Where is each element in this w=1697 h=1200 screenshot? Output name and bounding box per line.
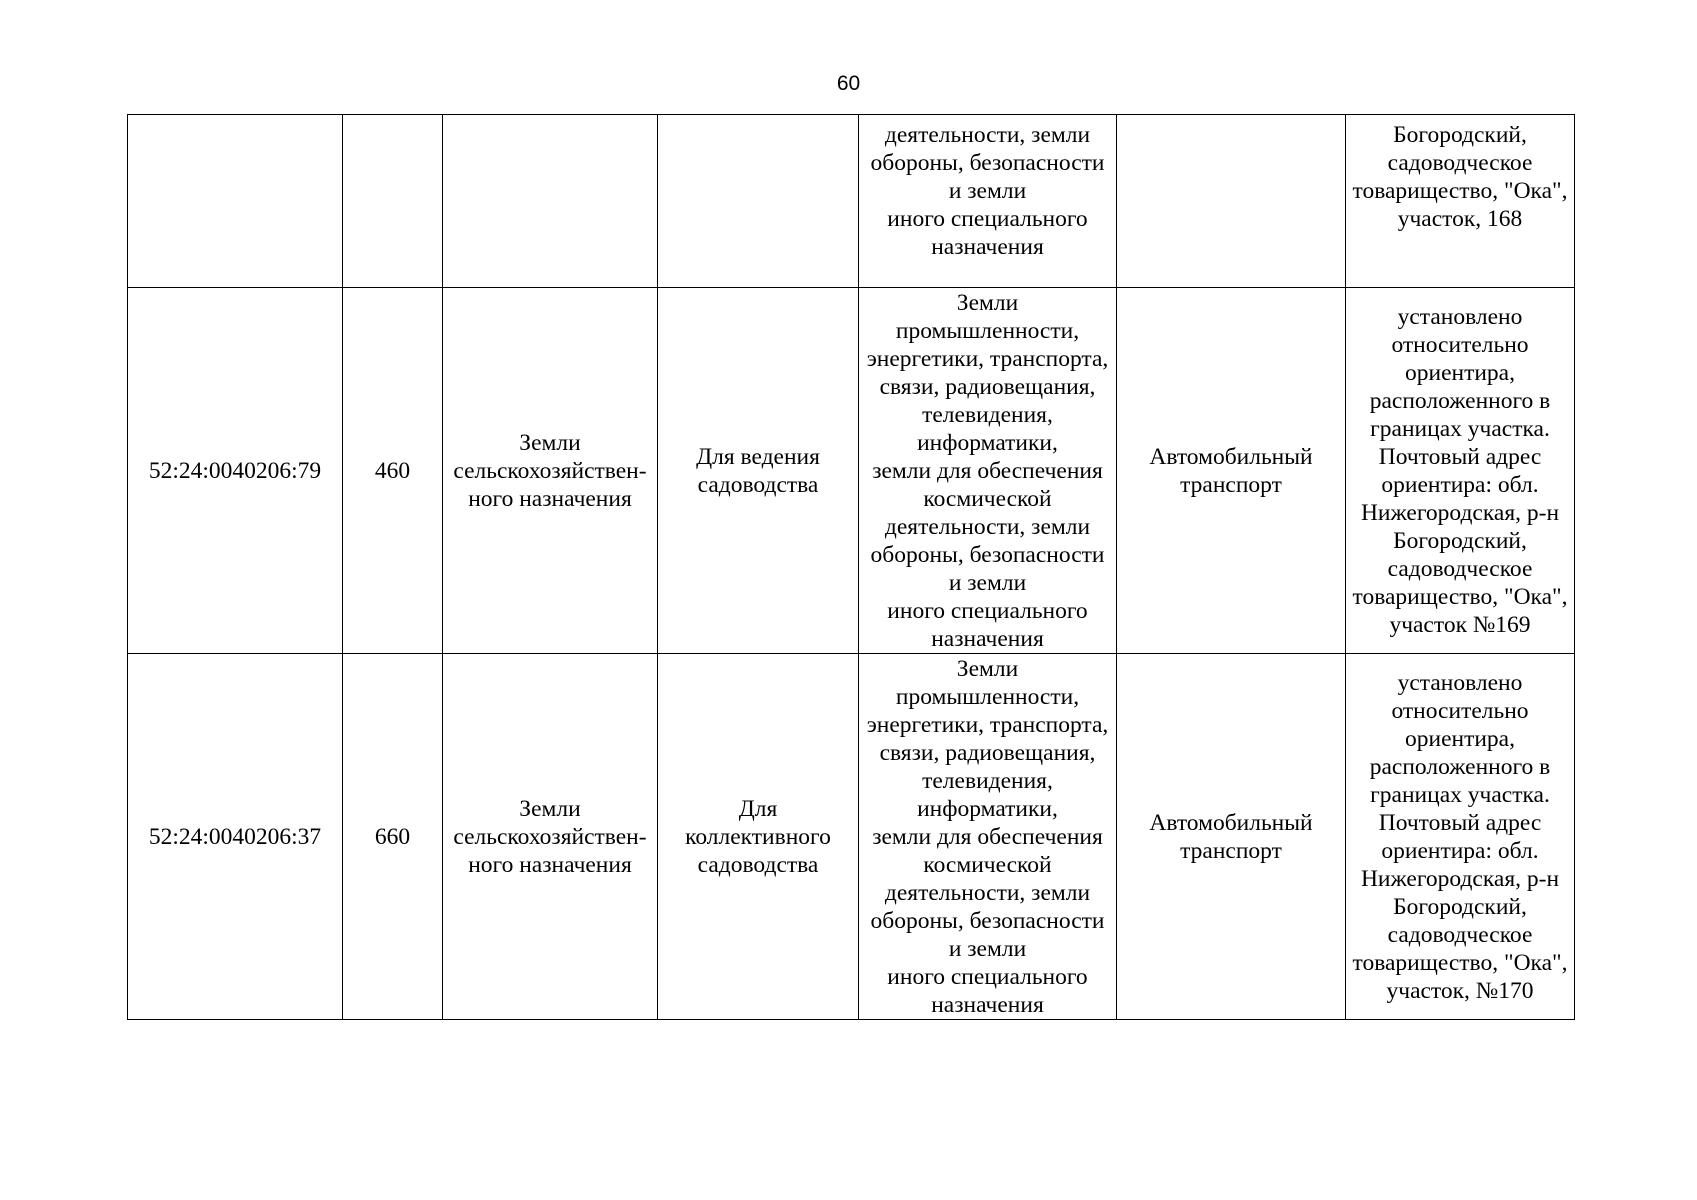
cell-text-line: расположенного в (1369, 753, 1551, 780)
cell-text-line: садоводческое (1387, 150, 1533, 176)
cell-text-line: установлено (1397, 669, 1523, 696)
cell-text-line: Земли (956, 655, 1019, 682)
transport-cell (1117, 654, 1346, 1020)
cell-text-line: участок, 168 (1397, 206, 1523, 232)
land-category-cell (443, 115, 658, 288)
cell-text-line: Почтовый адрес (1378, 443, 1542, 470)
cell-text-line: деятельности, земли (884, 122, 1091, 148)
cell-text-line: транспорт (1180, 471, 1282, 498)
cell-text-line: назначения (931, 991, 1044, 1018)
cell-text-line: установлено (1397, 303, 1523, 330)
cell-text-line: иного специального (887, 597, 1088, 624)
cell-text-line: информатики, (917, 795, 1058, 822)
table-row (128, 115, 1575, 288)
area-cell: 660 (343, 654, 443, 1020)
cell-text-line: ного назначения (468, 851, 632, 878)
cell-text-line: Нижегородская, р-н (1360, 865, 1560, 892)
transport-cell (1117, 288, 1346, 654)
cell-text-line: ориентира, (1405, 359, 1515, 386)
permitted-use-cell (658, 654, 859, 1020)
cell-text-line: земли для обеспечения (872, 823, 1103, 850)
table-row (128, 288, 1575, 654)
cell-text-line: садоводческое (1387, 555, 1533, 582)
cell-text-line: деятельности, земли (884, 513, 1091, 540)
cell-text-line: деятельности, земли (884, 879, 1091, 906)
cadastral-number-cell (128, 115, 343, 288)
cell-text-line: энергетики, транспорта, (866, 711, 1109, 738)
area-cell (343, 115, 443, 288)
cell-text-line: Для (738, 795, 778, 822)
cell-text-line: сельскохозяйствен- (453, 823, 647, 850)
permitted-use-cell (658, 288, 859, 654)
address-cell (1346, 115, 1575, 288)
cell-text-line: расположенного в (1369, 387, 1551, 414)
cell-text-line: участок №169 (1389, 611, 1531, 638)
zone-cell (859, 288, 1117, 654)
cell-text-line: границах участка. (1370, 781, 1550, 808)
land-plots-table (127, 114, 1575, 1020)
cell-text-line: космической (923, 851, 1052, 878)
cell-text-line: иного специального (887, 963, 1088, 990)
cell-text-line: границах участка. (1370, 415, 1550, 442)
cell-text-line: товарищество, "Ока", (1352, 583, 1568, 610)
address-cell (1346, 654, 1575, 1020)
cell-text-line: и земли (948, 178, 1027, 204)
zone-cell (859, 115, 1117, 288)
cell-text-line: Автомобильный (1149, 809, 1313, 836)
permitted-use-cell (658, 115, 859, 288)
cell-text-line: Почтовый адрес (1378, 809, 1542, 836)
transport-cell (1117, 115, 1346, 288)
cell-text-line: ориентира: обл. (1381, 837, 1539, 864)
cell-text-line: обороны, безопасности (870, 150, 1105, 176)
cell-text-line: и земли (948, 569, 1027, 596)
cell-text-line: Земли (519, 795, 581, 822)
zone-cell (859, 654, 1117, 1020)
cell-text-line: земли для обеспечения (872, 457, 1103, 484)
cell-text-line: садоводческое (1387, 921, 1533, 948)
cell-text-line: телевидения, (922, 767, 1053, 794)
cell-text-line: транспорт (1180, 837, 1282, 864)
cell-text-line: Для ведения (696, 443, 820, 470)
cell-text-line: Богородский, (1393, 893, 1527, 920)
page-number: 60 (836, 72, 861, 95)
cell-text-line: Земли (519, 429, 581, 456)
cell-text-line: ного назначения (468, 485, 632, 512)
cell-text-line: обороны, безопасности (870, 907, 1105, 934)
cell-text-line: участок, №170 (1386, 977, 1534, 1004)
cell-text-line: иного специального (887, 206, 1088, 232)
cell-text-line: садоводства (697, 471, 819, 498)
cell-text-line: коллективного (685, 823, 831, 850)
area-cell: 460 (343, 288, 443, 654)
cell-text-line: связи, радиовещания, (879, 739, 1096, 766)
cadastral-number-cell: 52:24:0040206:79 (128, 288, 343, 654)
address-cell (1346, 288, 1575, 654)
cell-text-line: относительно (1391, 697, 1529, 724)
cell-text-line: Автомобильный (1149, 443, 1313, 470)
cell-text-line: обороны, безопасности (870, 541, 1105, 568)
cell-text-line: ориентира, (1405, 725, 1515, 752)
cell-text-line: Земли (956, 289, 1019, 316)
cell-text-line: Богородский, (1393, 122, 1527, 148)
cell-text-line: связи, радиовещания, (879, 373, 1096, 400)
cell-text-line: космической (923, 485, 1052, 512)
cell-text-line: относительно (1391, 331, 1529, 358)
cell-text-line: сельскохозяйствен- (453, 457, 647, 484)
cell-text-line: садоводства (697, 851, 819, 878)
cell-text-line: энергетики, транспорта, (866, 345, 1109, 372)
cell-text-line: промышленности, (895, 683, 1080, 710)
table-row (128, 654, 1575, 1020)
cell-text-line: ориентира: обл. (1381, 471, 1539, 498)
cell-text-line: Нижегородская, р-н (1360, 499, 1560, 526)
land-category-cell (443, 654, 658, 1020)
cell-text-line: информатики, (917, 429, 1058, 456)
land-category-cell (443, 288, 658, 654)
cell-text-line: назначения (931, 625, 1044, 652)
cell-text-line: промышленности, (895, 317, 1080, 344)
cell-text-line: товарищество, "Ока", (1352, 949, 1568, 976)
cell-text-line: Богородский, (1393, 527, 1527, 554)
cell-text-line: назначения (931, 234, 1044, 260)
cell-text-line: товарищество, "Ока", (1352, 178, 1568, 204)
cadastral-number-cell: 52:24:0040206:37 (128, 654, 343, 1020)
cell-text-line: телевидения, (922, 401, 1053, 428)
cell-text-line: и земли (948, 935, 1027, 962)
